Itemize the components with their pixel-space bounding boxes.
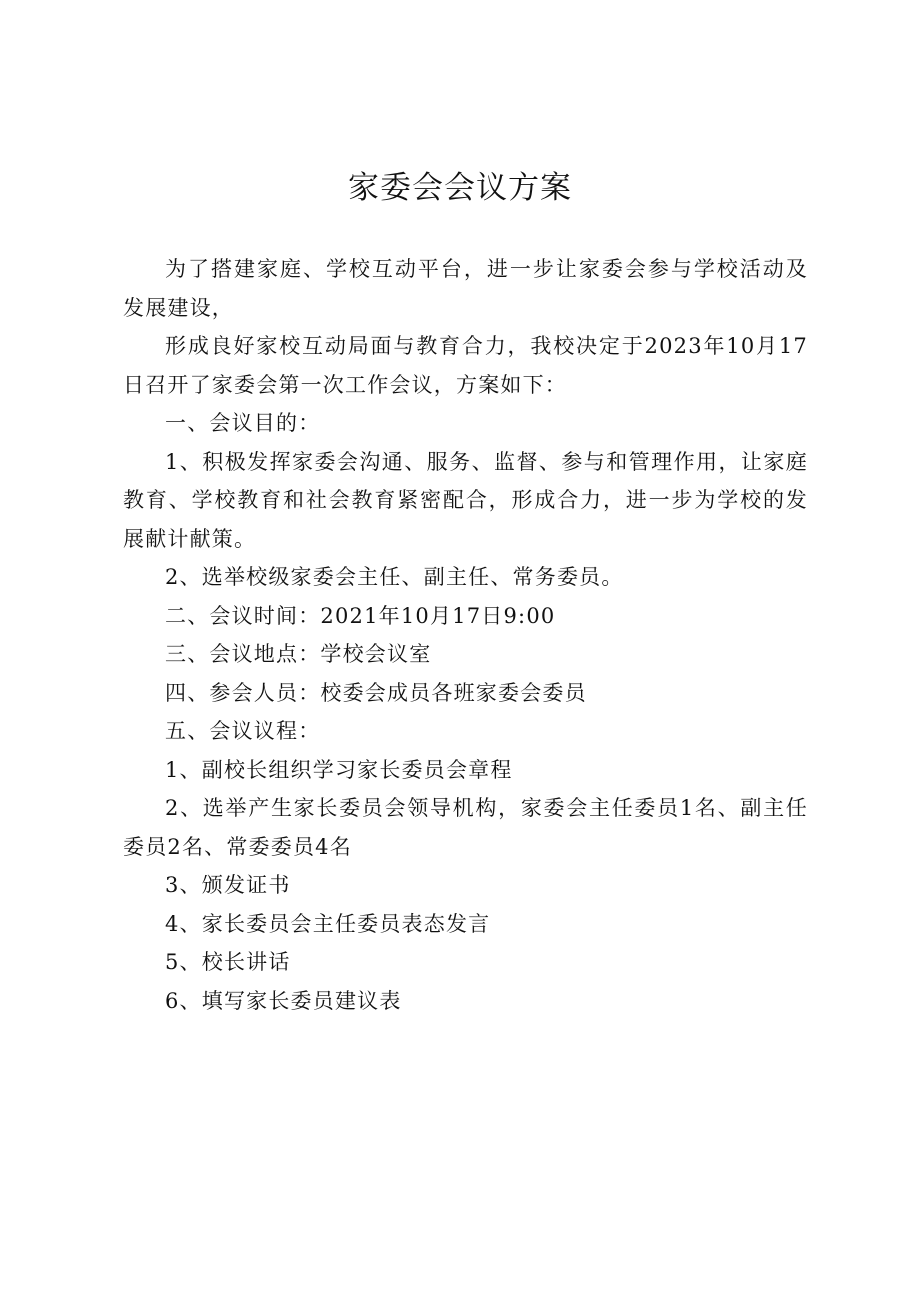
agenda-item-1: 1、副校长组织学习家长委员会章程 xyxy=(165,757,513,782)
meeting-time: 二、会议时间：2021年10月17日9:00 xyxy=(165,603,556,628)
agenda-item-4: 4、家长委员会主任委员表态发言 xyxy=(165,911,491,936)
agenda-item-5: 5、校长讲话 xyxy=(165,950,291,974)
purpose-item-1: 1、积极发挥家委会沟通、服务、监督、参与和管理作用，让家庭教育、学校教育和社会教育紧密配合，形成合力，进一步为学校的发展献计献策。 xyxy=(123,449,808,551)
section-heading-agenda: 五、会议议程： xyxy=(165,719,321,743)
meeting-attendees: 四、参会人员：校委会成员各班家委会委员 xyxy=(165,680,587,705)
agenda-item-6: 6、填写家长委员建议表 xyxy=(165,988,402,1013)
meeting-location: 三、会议地点：学校会议室 xyxy=(165,642,432,666)
paragraph-intro: 为了搭建家庭、学校互动平台，进一步让家委会参与学校活动及发展建设， xyxy=(123,257,808,320)
document-title: 家委会会议方案 xyxy=(348,170,572,206)
section-heading-purpose: 一、会议目的： xyxy=(165,411,321,435)
paragraph-intro-continued: 形成良好家校互动局面与教育合力，我校决定于2023年10月17日召开了家委会第一次工作会议，方案如下： xyxy=(123,334,808,397)
purpose-item-2: 2、选举校级家委会主任、副主任、常务委员。 xyxy=(165,565,624,589)
agenda-item-2: 2、选举产生家长委员会领导机构，家委会主任委员1名、副主任委员2名、常委委员4名 xyxy=(123,796,808,859)
agenda-item-3: 3、颁发证书 xyxy=(165,873,291,897)
document-body xyxy=(123,250,808,1020)
